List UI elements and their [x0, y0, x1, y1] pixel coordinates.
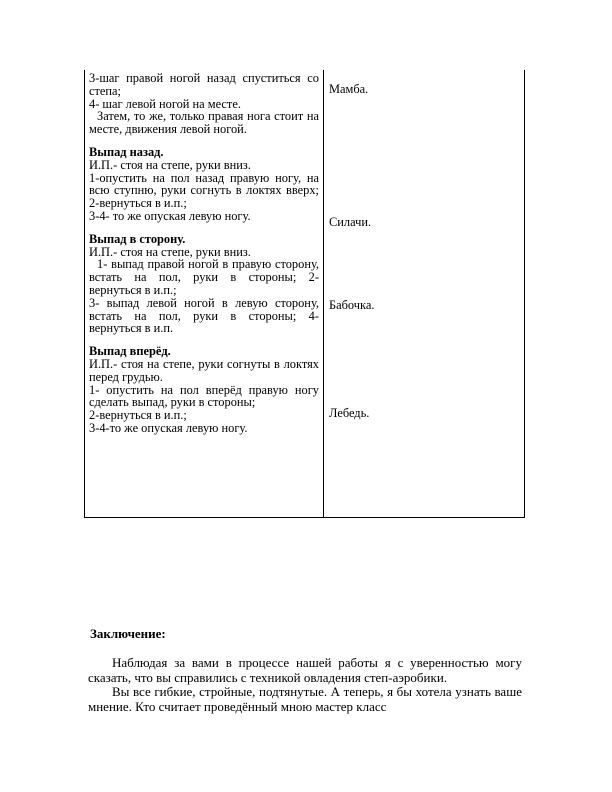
forward-lunge-step-1: 1- опустить на пол вперёд правую ногу сделать выпад, руки в стороны;	[89, 382, 319, 410]
exercise-name-babochka: Бабочка.	[329, 298, 375, 312]
forward-lunge-step-2: 2-вернуться в и.п.;	[89, 408, 187, 423]
exercise-name-column	[329, 70, 519, 517]
exercise-title-side-lunge: Выпад в сторону.	[89, 231, 186, 246]
back-lunge-step-1-2: 1-опустить на пол назад правую ногу, на всю ступню, руки согнуть в локтях вверх; 2-вернуться в и.п.;	[89, 170, 319, 211]
exercise-name-mamba: Мамба.	[329, 82, 369, 96]
column-divider	[323, 70, 324, 517]
conclusion-body	[88, 656, 522, 714]
exercise-title-back-lunge: Выпад назад.	[89, 144, 164, 159]
side-lunge-step-3-4: 3- выпад левой ногой в левую сторону, встать на пол, руки в стороны; 4- вернуться в и.п.	[89, 295, 319, 336]
side-lunge-step-1-2: 1- выпад правой ногой в правую сторону, встать на пол, руки в стороны; 2- вернуться в и.п.;	[89, 257, 319, 297]
conclusion-heading: Заключение:	[90, 626, 166, 641]
forward-lunge-start: И.П.- стоя на степе, руки согнуты в локтях перед грудью.	[89, 356, 319, 384]
exercise-title-forward-lunge: Выпад вперёд.	[89, 344, 171, 359]
back-lunge-step-3-4: 3-4- то же опуская левую ногу.	[89, 208, 251, 223]
exercise-table	[84, 70, 525, 518]
step-instruction-repeat: Затем, то же, только правая нога стоит на месте, движения левой ногой.	[89, 109, 319, 137]
exercise-name-lebed: Лебедь.	[329, 406, 370, 420]
back-lunge-start: И.П.- стоя на степе, руки вниз.	[89, 157, 251, 172]
conclusion-paragraph-1: Наблюдая за вами в процессе нашей работы я с уверенностью могу сказать, что вы справились с техникой овладения степ-аэробики.	[88, 655, 522, 685]
step-instruction-3: 3-шаг правой ногой назад спуститься со степа;	[89, 71, 319, 98]
forward-lunge-step-3-4: 3-4-то же опуская левую ногу.	[89, 420, 248, 435]
step-instruction-4: 4- шаг левой ногой на месте.	[89, 96, 241, 111]
exercise-name-silachi: Силачи.	[329, 215, 372, 229]
exercise-description-column	[89, 72, 319, 435]
side-lunge-start: И.П.- стоя на степе, руки вниз.	[89, 244, 251, 259]
conclusion-paragraph-2: Вы все гибкие, стройные, подтянутые. А теперь, я бы хотела узнать ваше мнение. Кто считает проведённый мною мастер класс	[88, 684, 522, 714]
